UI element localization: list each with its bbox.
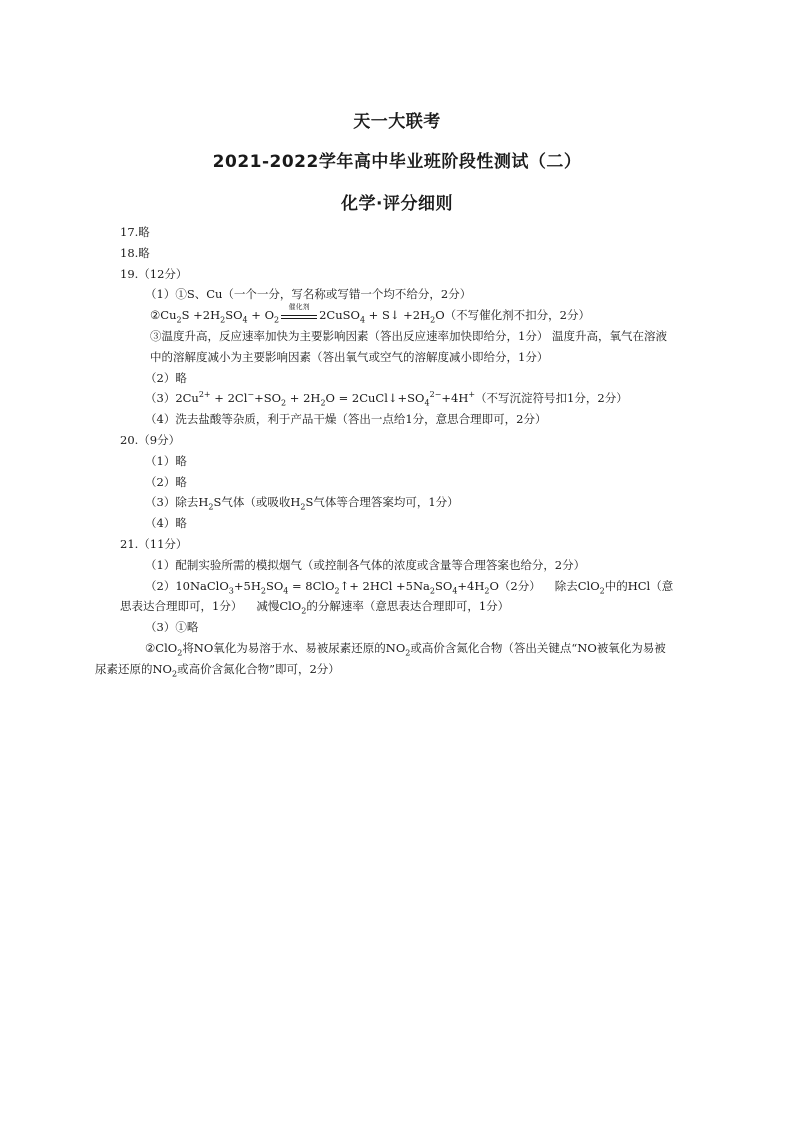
answer-q21-heading: 21.（11分） (120, 536, 188, 551)
answer-q21-3-part2: ②ClO$_2$将NO氧化为易溶于水、易被尿素还原的$NO_2$或高价含氮化合物（答出关键点“NO被氧化为易被尿素还原的$NO_2$或高价含氮化合物”即可，2分） (95, 640, 666, 679)
answer-q21-1: （1）配制实验所需的模拟烟气（或控制各气体的浓度或含量等合理答案也给分，2分） (145, 557, 586, 572)
answer-q19-2: （2）略 (145, 370, 187, 385)
exam-title: 2021-2022学年高中毕业班阶段性测试（二） (212, 152, 582, 172)
answer-q20-4: （4）略 (145, 516, 187, 531)
answer-q21-2: $(2)10NaClO_3+5H_2SO_4$ = 8ClO$_2$↑+ $2HCl +5Na_2SO_4+4H_2O(2$分） 除去ClO$_2$中的HCl（意思表达合理即可，1分） 减慢ClO$_2$的分解速率（意思表达合理即可，1分） (120, 578, 674, 616)
answer-q20-3: （3）除去$H_2S$气体（或吸收$H_2S$气体等合理答案均可，1分） (145, 495, 459, 512)
answer-q19-heading: 19.（12分） (120, 266, 188, 281)
answer-q19-4: （4）洗去盐酸等杂质，利于产品干燥（答出一点给1分，意思合理即可，2分） (145, 412, 547, 427)
subject-title: 化学·评分细则 (341, 194, 453, 214)
answer-q18: 18.略 (120, 245, 150, 260)
answer-q19-1-equation: $②Cu_2S +2H_2SO_4 + O_2$ 催化剂 2CuSO$_4$ + S↓ $+2H_2O$（不写催化剂不扣分，2分） (150, 303, 590, 325)
answer-q20-1: （1）略 (145, 453, 187, 468)
answer-q19-3: $(3)2Cu^{2+} + 2Cl^-+SO_2 + 2H_2O$ = $2CuCl↓+SO_4^{2-}+4H^+$（不写沉淀符号扣1分，2分） (145, 390, 628, 408)
answer-q17: 17.略 (120, 225, 150, 239)
catalyst-condition: 催化剂 (281, 313, 317, 319)
page-title: 天一大联考 (353, 112, 441, 132)
answer-body (95, 222, 676, 680)
answer-q20-2: （2）略 (145, 474, 187, 489)
answer-q19-1-part3: ③温度升高，反应速率加快为主要影响因素（答出反应速率加快即给分，1分） 温度升高，氧气在溶液中的溶解度减小为主要影响因素（答出氧气或空气的溶解度减小即给分，1分） (150, 328, 667, 364)
answer-q20-heading: 20.（9分） (120, 432, 181, 447)
answer-q19-1: （1）①S、Cu（一个一分，写名称或写错一个均不给分，2分） (145, 287, 472, 302)
answer-q21-3: （3）①略 (145, 620, 199, 635)
